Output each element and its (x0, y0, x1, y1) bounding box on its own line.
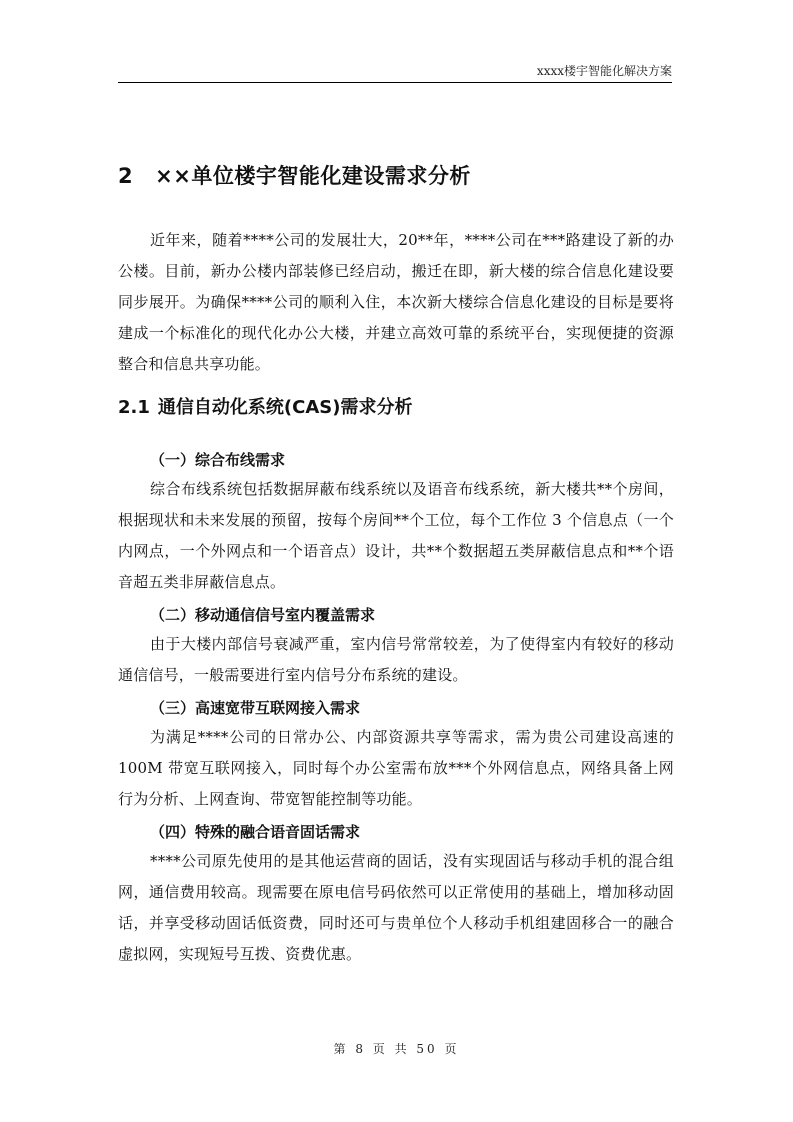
page-header (118, 60, 672, 83)
subsection-heading: （一）综合布线需求 (150, 451, 286, 469)
section-title: 通信自动化系统(CAS)需求分析 (157, 397, 413, 418)
subsection-body: 为满足****公司的日常办公、内部资源共享等需求，需为贵公司建设高速的100M 带宽互联网接入，同时每个办公室需布放***个外网信息点，网络具备上网行为分析、上网查询、带宽智能控制等功能。 (118, 728, 674, 808)
section-heading (118, 393, 412, 419)
page-footer: 第 8 页 共 50 页 (333, 1042, 460, 1056)
chapter-number: 2 (118, 164, 134, 188)
subsection-heading: （二）移动通信信号室内覆盖需求 (150, 606, 376, 624)
subsection-body: 综合布线系统包括数据屏蔽布线系统以及语音布线系统，新大楼共**个房间，根据现状和未来发展的预留，按每个房间**个工位，每个工作位 3 个信息点（一个内网点，一个外网点和一个语音点）设计，共**个数据超五类屏蔽信息点和**个语音超五类非屏蔽信息点。 (118, 480, 674, 591)
chapter-heading (118, 160, 471, 190)
header-title: xxxx楼宇智能化解决方案 (536, 64, 672, 78)
section-number: 2.1 (118, 397, 150, 418)
chapter-title: ××单位楼宇智能化建设需求分析 (155, 164, 471, 188)
subsection-heading: （三）高速宽带互联网接入需求 (150, 699, 361, 717)
subsection-body: 由于大楼内部信号衰减严重，室内信号常常较差，为了使得室内有较好的移动通信信号，一般需要进行室内信号分布系统的建设。 (118, 635, 674, 684)
intro-paragraph: 近年来，随着****公司的发展壮大，20**年，****公司在***路建设了新的办公楼。目前，新办公楼内部装修已经启动，搬迁在即，新大楼的综合信息化建设要同步展开。为确保****公司的顺利入住，本次新大楼综合信息化建设的目标是要将建成一个标准化的现代化办公大楼，并建立高效可靠的系统平台，实现便捷的资源整合和信息共享功能。 (118, 231, 674, 373)
subsection-heading: （四）特殊的融合语音固话需求 (150, 823, 361, 841)
subsection-body: ****公司原先使用的是其他运营商的固话，没有实现固话与移动手机的混合组网，通信费用较高。现需要在原电信号码依然可以正常使用的基础上，增加移动固话，并享受移动固话低资费，同时还可与贵单位个人移动手机组建固移合一的融合虚拟网，实现短号互拨、资费优惠。 (118, 852, 674, 963)
